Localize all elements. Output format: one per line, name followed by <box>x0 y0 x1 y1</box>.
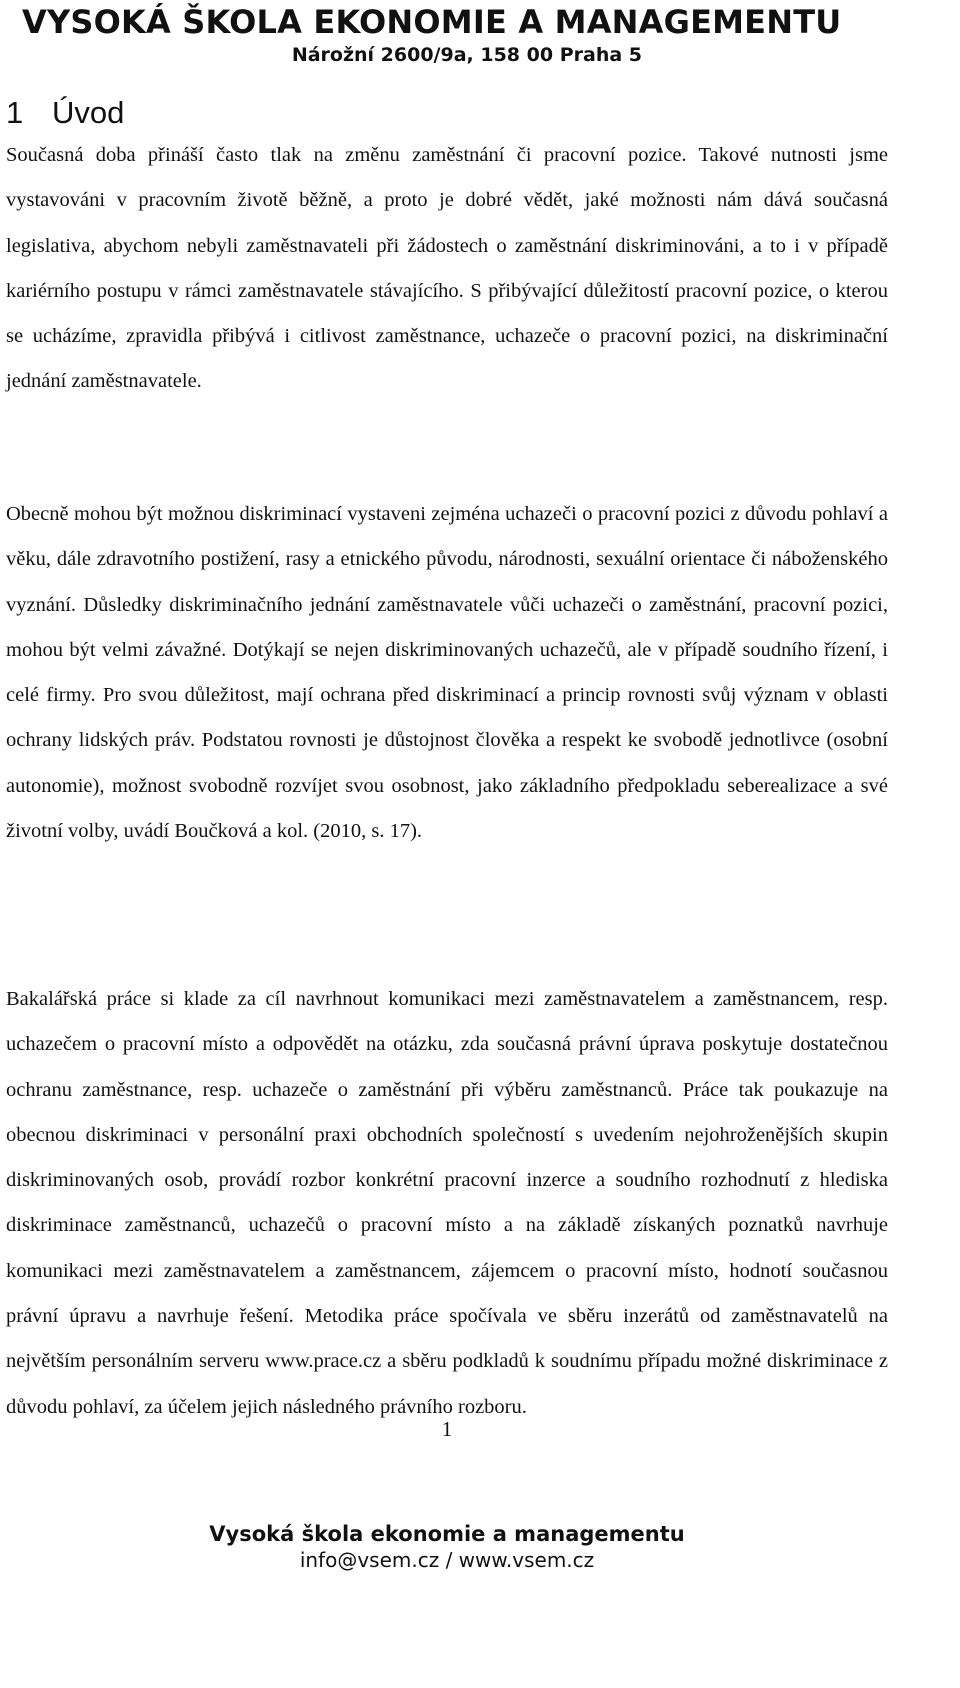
section-title: Úvod <box>52 95 125 130</box>
header-school-name: VYSOKÁ ŠKOLA EKONOMIE A MANAGEMENTU <box>22 3 842 41</box>
paragraph-text: Bakalářská práce si klade za cíl navrhnout komunikaci mezi zaměstnavatelem a zaměstnancem, resp. uchazečem o pracovní místo a odpovědět na otázku, zda současná právní úprava poskytuje dostatečnou ochranu zaměstnance, resp. uchazeče o zaměstnání při výběru zaměstnanců. Práce tak poukazuje na obecnou diskriminaci v personální praxi obchodních společností s uvedením nejohroženějších skupin diskriminovaných osob, provádí rozbor konkrétní pracovní inzerce a soudního rozhodnutí z hlediska diskriminace zaměstnanců, uchazečů o pracovní místo a na základě získaných poznatků navrhuje komunikaci mezi zaměstnavatelem a zaměstnancem, zájemcem o pracovní místo, hodnotí současnou právní úpravu a navrhuje řešení. Metodika práce spočívala ve sběru inzerátů od zaměstnavatelů na největším personálním serveru www.prace.cz a sběru podkladů k soudnímu případu možné diskriminace z důvodu pohlaví, za účelem jejich následného právního rozboru. <box>6 988 888 1418</box>
section-number: 1 <box>6 95 24 130</box>
body-paragraph <box>6 492 888 854</box>
paragraph-text: Obecně mohou být možnou diskriminací vystaveni zejména uchazeči o pracovní pozici z důvodu pohlaví a věku, dále zdravotního postižení, rasy a etnického původu, národnosti, sexuální orientace či náboženského vyznání. Důsledky diskriminačního jednání zaměstnavatele vůči uchazeči o zaměstnání, pracovní pozici, mohou být velmi závažné. Dotýkají se nejen diskriminovaných uchazečů, ale v případě soudního řízení, i celé firmy. Pro svou důležitost, mají ochrana před diskriminací a princip rovnosti svůj význam v oblasti ochrany lidských práv. Podstatou rovnosti je důstojnost člověka a respekt ke svobodě jednotlivce (osobní autonomie), možnost svobodně rozvíjet svou osobnost, jako základního předpokladu seberealizace a své životní volby, uvádí Boučková a kol. (2010, s. 17). <box>6 503 888 843</box>
paragraph-text: Současná doba přináší často tlak na změnu zaměstnání či pracovní pozice. Takové nutnosti jsme vystavováni v pracovním životě běžně, a proto je dobré vědět, jaké možnosti nám dává současná legislativa, abychom nebyli zaměstnavateli při žádostech o zaměstnání diskriminováni, a to i v případě kariérního postupu v rámci zaměstnavatele stávajícího. S přibývající důležitostí pracovní pozice, o kterou se ucházíme, zpravidla přibývá i citlivost zaměstnance, uchazeče o pracovní pozici, na diskriminační jednání zaměstnavatele. <box>6 144 888 393</box>
body-paragraph <box>6 133 888 405</box>
footer-school-name: Vysoká škola ekonomie a managementu <box>209 1522 685 1546</box>
header-address: Nárožní 2600/9a, 158 00 Praha 5 <box>291 44 642 66</box>
body-paragraph <box>6 977 888 1430</box>
footer-contact: info@vsem.cz / www.vsem.cz <box>299 1548 595 1572</box>
page-number: 1 <box>441 1417 453 1441</box>
section-heading <box>6 92 124 134</box>
